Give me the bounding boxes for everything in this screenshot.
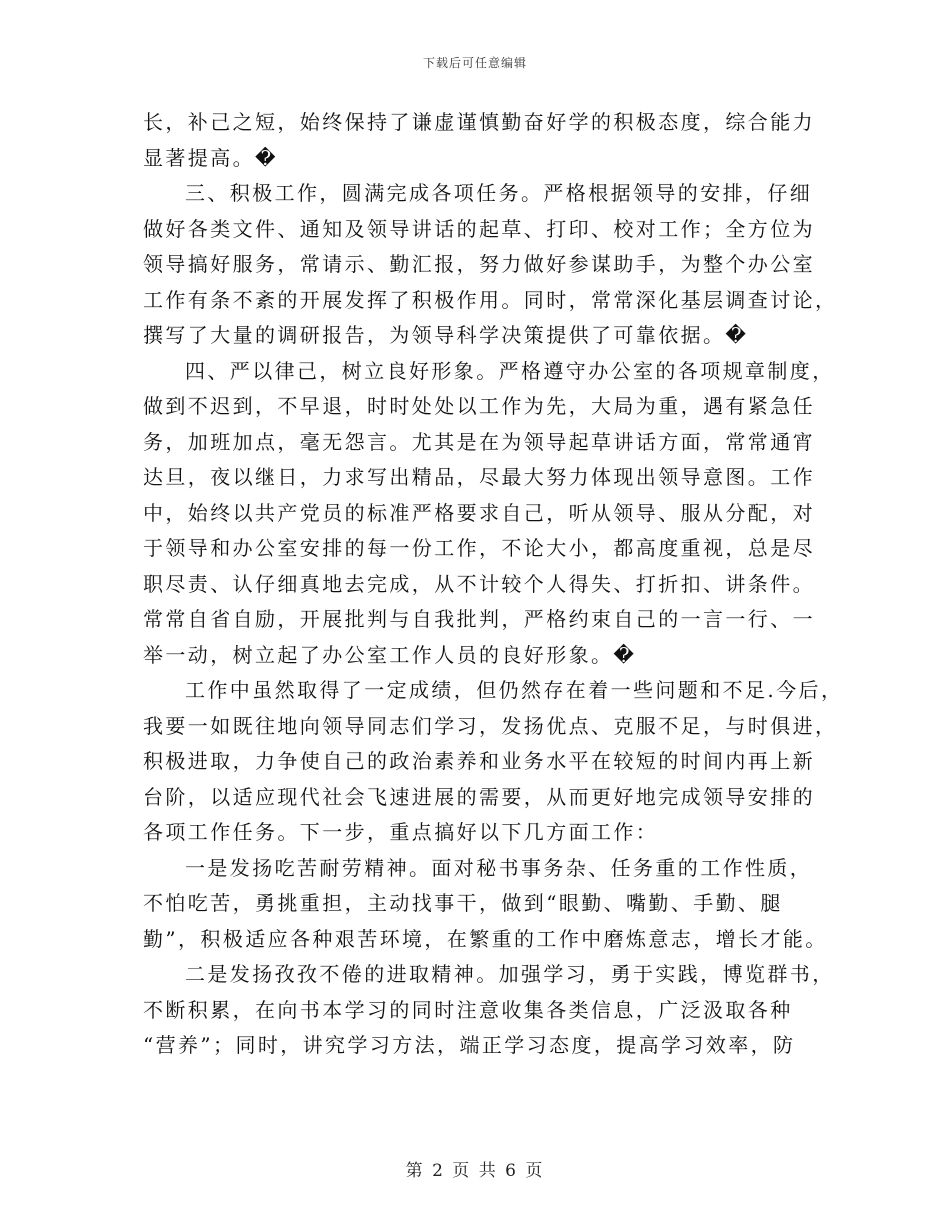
paragraph-start: 工作中虽然取得了一定成绩，但仍然存在着一些问题和不足.今后，: [185, 678, 844, 702]
page-header: 下载后可任意编辑: [422, 56, 527, 70]
text-line: 不怕吃苦，勇挑重担，主动找事干，做到“眼勤、嘴勤、手勤、腿: [143, 891, 783, 915]
paragraph-start: 四、严以律己，树立良好形象。严格遵守办公室的各项规章制度，: [185, 358, 835, 383]
text-line: 工作有条不紊的开展发挥了积极作用。同时，常常深化基层调查讨论，: [143, 287, 838, 312]
text-line: 职尽责、认仔细真地去完成，从不计较个人得失、打折扣、讲条件。: [143, 571, 815, 596]
text-line: 中，始终以共产党员的标准严格要求自己，听从领导、服从分配，对: [143, 500, 815, 525]
paragraph-start: 二是发扬孜孜不倦的进取精神。加强学习，勇于实践，博览群书，: [185, 962, 835, 986]
paragraph-start: 一是发扬吃苦耐劳精神。面对秘书事务杂、任务重的工作性质，: [185, 855, 813, 880]
text-line: 显著提高。�: [143, 145, 278, 170]
text-line: 达旦，夜以继日，力求写出精品，尽最大努力体现出领导意图。工作: [143, 465, 815, 489]
document-body: [143, 105, 844, 1064]
text-line: 领导搞好服务，常请示、勤汇报，努力做好参谋助手，为整个办公室: [143, 252, 815, 276]
text-line: 长，补己之短，始终保持了谦虚谨慎勤奋好学的积极态度，综合能力: [143, 110, 815, 134]
page-number: 第 2 页 共 6 页: [405, 1161, 545, 1181]
text-line: 不断积累，在向书本学习的同时注意收集各类信息，广泛汲取各种: [143, 997, 793, 1022]
text-line: 举一动，树立起了办公室工作人员的良好形象。�: [143, 642, 637, 667]
text-line: 各项工作任务。下一步，重点搞好以下几方面工作：: [143, 820, 659, 844]
text-line: 我要一如既往地向领导同志们学习，发扬优点、克服不足，与时俱进，: [143, 713, 838, 738]
text-line: “营养”；同时，讲究学习方法，端正学习态度，提高学习效率，防: [143, 1033, 796, 1057]
text-line: 做到不迟到，不早退，时时处处以工作为先，大局为重，遇有紧急任: [143, 394, 815, 418]
text-line: 撰写了大量的调研报告，为领导科学决策提供了可靠依据。�: [143, 323, 749, 347]
text-line: 做好各类文件、通知及领导讲话的起草、打印、校对工作；全方位为: [143, 216, 815, 241]
text-line: 于领导和办公室安排的每一份工作，不论大小，都高度重视，总是尽: [143, 536, 815, 560]
text-line: 常常自省自励，开展批判与自我批判，严格约束自己的一言一行、一: [143, 607, 815, 631]
text-line: 务，加班加点，毫无怨言。尤其是在为领导起草讲话方面，常常通宵: [143, 429, 815, 454]
text-line: 积极进取，力争使自己的政治素养和业务水平在较短的时间内再上新: [143, 749, 815, 773]
text-line: 台阶，以适应现代社会飞速进展的需要，从而更好地完成领导安排的: [143, 784, 815, 809]
text-line: 勤”，积极适应各种艰苦环境，在繁重的工作中磨炼意志，增长才能。: [143, 926, 828, 951]
paragraph-start: 三、积极工作，圆满完成各项任务。严格根据领导的安排，仔细: [185, 181, 813, 205]
